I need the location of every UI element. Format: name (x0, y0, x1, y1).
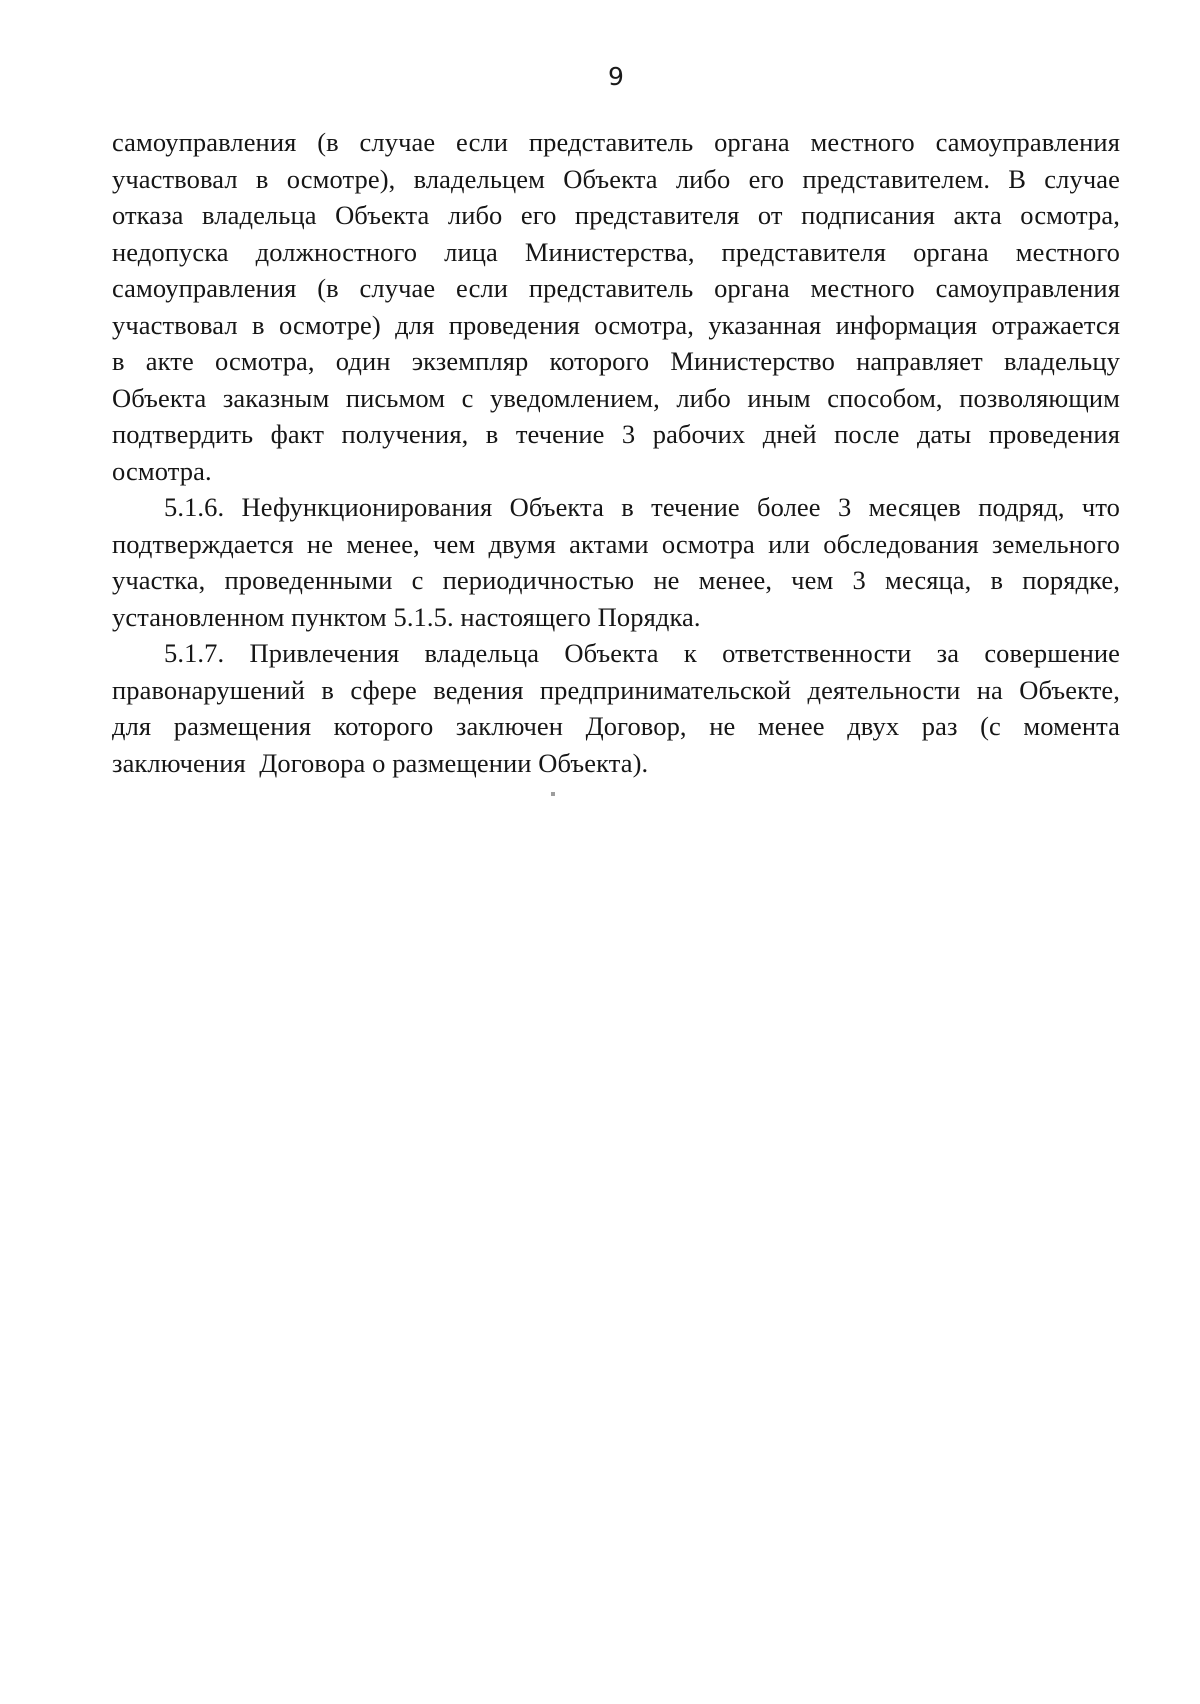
text-line: самоуправления (в случае если представитель органа местного самоуправления (112, 273, 1120, 303)
text-line: участвовал в осмотре) для проведения осмотра, указанная информация отражается (112, 309, 1120, 340)
text-line: заключения Договора о размещении Объекта). (112, 747, 649, 778)
document-body (112, 124, 1120, 781)
text-line: участвовал в осмотре), владельцем Объекта либо его представителем. В случае (112, 163, 1120, 194)
text-line: подтвердить факт получения, в течение 3 рабочих дней после даты проведения (112, 419, 1120, 449)
text-line: правонарушений в сфере ведения предпринимательской деятельности на Объекте, (112, 674, 1120, 705)
text-line: для размещения которого заключен Договор, не менее двух раз (с момента (112, 711, 1120, 741)
page-number: 9 (608, 62, 624, 91)
text-line: установленном пунктом 5.1.5. настоящего Порядка. (112, 601, 701, 632)
clause-5-1-6 (112, 489, 1120, 635)
text-line: недопуска должностного лица Министерства, представителя органа местного (112, 236, 1120, 267)
text-line: Объекта заказным письмом с уведомлением, либо иным способом, позволяющим (112, 382, 1120, 413)
text-line: осмотра. (112, 455, 212, 486)
clause-5-1-7 (112, 635, 1120, 781)
text-line: 5.1.6. Нефункционирования Объекта в течение более 3 месяцев подряд, что (164, 492, 1120, 522)
text-line: участка, проведенными с периодичностью не менее, чем 3 месяца, в порядке, (112, 565, 1120, 595)
clause-5-1-5-continuation (112, 124, 1120, 489)
text-line: самоуправления (в случае если представитель органа местного самоуправления (112, 127, 1120, 157)
text-line: в акте осмотра, один экземпляр которого Министерство направляет владельцу (112, 346, 1120, 376)
text-line: подтверждается не менее, чем двумя актами осмотра или обследования земельного (112, 528, 1120, 559)
text-line: отказа владельца Объекта либо его представителя от подписания акта осмотра, (112, 200, 1120, 230)
scan-speck-artifact (551, 792, 555, 796)
text-line: 5.1.7. Привлечения владельца Объекта к ответственности за совершение (164, 638, 1120, 668)
